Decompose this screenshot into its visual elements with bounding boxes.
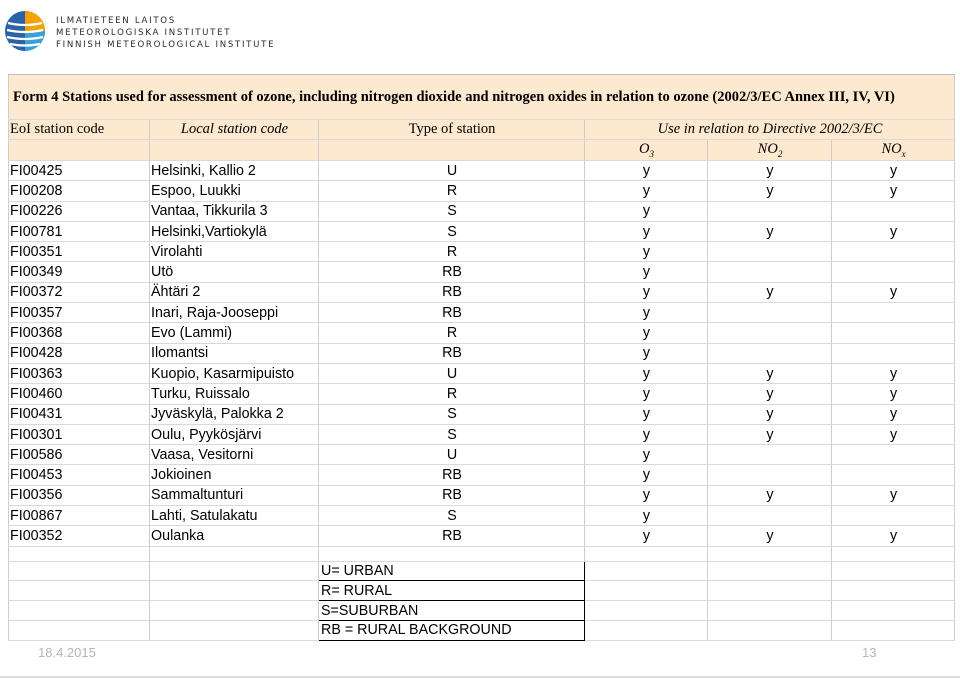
no2-used: y xyxy=(708,161,832,181)
header-o3: $O_3$ xyxy=(585,140,708,161)
station-type: S xyxy=(319,201,585,221)
nox-used: y xyxy=(832,221,955,241)
stations-table-container xyxy=(8,74,954,641)
station-name: Inari, Raja-Jooseppi xyxy=(150,303,319,323)
o3-used: y xyxy=(585,221,708,241)
o3-used: y xyxy=(585,201,708,221)
station-code: FI00226 xyxy=(9,201,150,221)
station-code: FI00867 xyxy=(9,506,150,526)
o3-used: y xyxy=(585,282,708,302)
o3-used: y xyxy=(585,363,708,383)
table-row xyxy=(9,323,955,343)
nox-used xyxy=(832,201,955,221)
station-name: Ilomantsi xyxy=(150,343,319,363)
station-name: Utö xyxy=(150,262,319,282)
station-code: FI00460 xyxy=(9,384,150,404)
station-name: Evo (Lammi) xyxy=(150,323,319,343)
legend-empty-cell xyxy=(832,601,955,621)
o3-used: y xyxy=(585,445,708,465)
station-type: S xyxy=(319,424,585,444)
nox-used: y xyxy=(832,404,955,424)
station-type: RB xyxy=(319,465,585,485)
legend-empty-cell xyxy=(708,561,832,581)
table-row xyxy=(9,282,955,302)
table-row xyxy=(9,384,955,404)
legend-item: RB = RURAL BACKGROUND xyxy=(319,621,585,641)
station-code: FI00352 xyxy=(9,526,150,546)
nox-used xyxy=(832,262,955,282)
nox-used xyxy=(832,303,955,323)
station-code: FI00208 xyxy=(9,181,150,201)
table-row xyxy=(9,424,955,444)
no2-used: y xyxy=(708,404,832,424)
header-eoi-station-code: EoI station code xyxy=(9,120,150,140)
legend-empty-cell xyxy=(585,621,708,641)
station-type: R xyxy=(319,181,585,201)
no2-used: y xyxy=(708,181,832,201)
station-code: FI00351 xyxy=(9,242,150,262)
station-code: FI00372 xyxy=(9,282,150,302)
header-type-of-station: Type of station xyxy=(319,120,585,140)
nox-used: y xyxy=(832,384,955,404)
legend-item: U= URBAN xyxy=(319,561,585,581)
o3-used: y xyxy=(585,181,708,201)
station-type: R xyxy=(319,242,585,262)
legend-empty-cell xyxy=(150,601,319,621)
table-row xyxy=(9,485,955,505)
legend-empty-cell xyxy=(832,581,955,601)
no2-used xyxy=(708,323,832,343)
table-row xyxy=(9,343,955,363)
o3-used: y xyxy=(585,161,708,181)
footer-page-number: 13 xyxy=(862,645,877,660)
no2-used xyxy=(708,303,832,323)
station-code: FI00586 xyxy=(9,445,150,465)
o3-used: y xyxy=(585,242,708,262)
no2-used xyxy=(708,262,832,282)
station-name: Oulu, Pyykösjärvi xyxy=(150,424,319,444)
station-code: FI00428 xyxy=(9,343,150,363)
station-code: FI00781 xyxy=(9,221,150,241)
header-no2: $NO_2$ xyxy=(708,140,832,161)
table-title: Form 4 Stations used for assessment of ozone, including nitrogen dioxide and nitrogen oxides in relation to ozone (2002/3/EC Annex III, IV, VI) xyxy=(9,75,955,120)
legend-empty-cell xyxy=(585,601,708,621)
no2-used: y xyxy=(708,424,832,444)
station-code: FI00453 xyxy=(9,465,150,485)
nox-used: y xyxy=(832,181,955,201)
legend-empty-cell xyxy=(9,601,150,621)
station-type: RB xyxy=(319,485,585,505)
legend-empty-cell xyxy=(150,561,319,581)
station-code: FI00349 xyxy=(9,262,150,282)
station-type: RB xyxy=(319,282,585,302)
station-name: Ähtäri 2 xyxy=(150,282,319,302)
station-type: S xyxy=(319,506,585,526)
table-row xyxy=(9,262,955,282)
nox-used xyxy=(832,242,955,262)
legend-empty-cell xyxy=(708,601,832,621)
station-name: Helsinki,Vartiokylä xyxy=(150,221,319,241)
legend-empty-cell xyxy=(708,581,832,601)
o3-used: y xyxy=(585,506,708,526)
legend-empty-cell xyxy=(150,621,319,641)
legend-empty-cell xyxy=(832,561,955,581)
nox-used xyxy=(832,506,955,526)
table-row xyxy=(9,303,955,323)
legend-row xyxy=(9,601,955,621)
station-name: Vaasa, Vesitorni xyxy=(150,445,319,465)
nox-used: y xyxy=(832,424,955,444)
nox-used xyxy=(832,323,955,343)
legend-empty-cell xyxy=(585,561,708,581)
table-row xyxy=(9,221,955,241)
station-type: U xyxy=(319,363,585,383)
station-type: RB xyxy=(319,343,585,363)
no2-used xyxy=(708,445,832,465)
station-code: FI00368 xyxy=(9,323,150,343)
nox-used: y xyxy=(832,485,955,505)
table-row xyxy=(9,181,955,201)
station-type: R xyxy=(319,384,585,404)
nox-used xyxy=(832,343,955,363)
station-type: S xyxy=(319,404,585,424)
station-name: Jyväskylä, Palokka 2 xyxy=(150,404,319,424)
o3-used: y xyxy=(585,526,708,546)
fmi-logo xyxy=(4,10,276,62)
legend-empty-cell xyxy=(9,561,150,581)
station-code: FI00431 xyxy=(9,404,150,424)
station-name: Helsinki, Kallio 2 xyxy=(150,161,319,181)
station-name: Espoo, Luukki xyxy=(150,181,319,201)
no2-used: y xyxy=(708,221,832,241)
table-subheader-row xyxy=(9,140,955,161)
table-row xyxy=(9,242,955,262)
station-name: Vantaa, Tikkurila 3 xyxy=(150,201,319,221)
subheader-empty-cell xyxy=(150,140,319,161)
logo-text-english: FINNISH METEOROLOGICAL INSTITUTE xyxy=(56,40,276,50)
subheader-empty-cell xyxy=(9,140,150,161)
logo-text-swedish: METEOROLOGISKA INSTITUTET xyxy=(56,28,232,38)
o3-used: y xyxy=(585,384,708,404)
station-type: U xyxy=(319,161,585,181)
station-type: RB xyxy=(319,262,585,282)
legend-row xyxy=(9,621,955,641)
station-name: Turku, Ruissalo xyxy=(150,384,319,404)
fmi-logo-mark-icon xyxy=(4,10,46,52)
no2-used xyxy=(708,201,832,221)
no2-used: y xyxy=(708,363,832,383)
o3-used: y xyxy=(585,424,708,444)
o3-used: y xyxy=(585,485,708,505)
header-local-station-code: Local station code xyxy=(150,120,319,140)
station-name: Sammaltunturi xyxy=(150,485,319,505)
station-code: FI00425 xyxy=(9,161,150,181)
no2-used: y xyxy=(708,526,832,546)
nox-used xyxy=(832,465,955,485)
station-name: Jokioinen xyxy=(150,465,319,485)
subheader-empty-cell xyxy=(319,140,585,161)
nox-used: y xyxy=(832,282,955,302)
stations-table xyxy=(8,74,955,641)
station-name: Kuopio, Kasarmipuisto xyxy=(150,363,319,383)
table-row xyxy=(9,445,955,465)
header-nox: $NO_x$ xyxy=(832,140,955,161)
station-type: R xyxy=(319,323,585,343)
nox-used: y xyxy=(832,363,955,383)
table-row xyxy=(9,465,955,485)
o3-used: y xyxy=(585,262,708,282)
table-row xyxy=(9,404,955,424)
o3-used: y xyxy=(585,465,708,485)
footer-date: 18.4.2015 xyxy=(38,645,96,660)
legend-empty-cell xyxy=(585,581,708,601)
o3-used: y xyxy=(585,323,708,343)
station-name: Oulanka xyxy=(150,526,319,546)
legend-empty-cell xyxy=(832,621,955,641)
table-row xyxy=(9,363,955,383)
no2-used xyxy=(708,343,832,363)
no2-used xyxy=(708,465,832,485)
o3-used: y xyxy=(585,404,708,424)
nox-used: y xyxy=(832,161,955,181)
table-spacer-row xyxy=(9,546,955,561)
no2-used xyxy=(708,242,832,262)
legend-row xyxy=(9,581,955,601)
station-type: U xyxy=(319,445,585,465)
station-type: RB xyxy=(319,303,585,323)
station-code: FI00357 xyxy=(9,303,150,323)
table-row xyxy=(9,161,955,181)
station-code: FI00356 xyxy=(9,485,150,505)
station-name: Virolahti xyxy=(150,242,319,262)
table-header-row xyxy=(9,120,955,140)
legend-empty-cell xyxy=(9,621,150,641)
logo-text-finnish: ILMATIETEEN LAITOS xyxy=(56,16,176,26)
legend-item: R= RURAL xyxy=(319,581,585,601)
legend-item: S=SUBURBAN xyxy=(319,601,585,621)
table-row xyxy=(9,526,955,546)
legend-row xyxy=(9,561,955,581)
o3-used: y xyxy=(585,303,708,323)
station-name: Lahti, Satulakatu xyxy=(150,506,319,526)
station-type: S xyxy=(319,221,585,241)
legend-empty-cell xyxy=(9,581,150,601)
nox-used xyxy=(832,445,955,465)
station-type: RB xyxy=(319,526,585,546)
table-row xyxy=(9,506,955,526)
table-row xyxy=(9,201,955,221)
station-code: FI00363 xyxy=(9,363,150,383)
o3-used: y xyxy=(585,343,708,363)
no2-used: y xyxy=(708,282,832,302)
no2-used: y xyxy=(708,485,832,505)
no2-used: y xyxy=(708,384,832,404)
no2-used xyxy=(708,506,832,526)
nox-used: y xyxy=(832,526,955,546)
station-code: FI00301 xyxy=(9,424,150,444)
legend-empty-cell xyxy=(150,581,319,601)
table-title-row xyxy=(9,75,955,120)
header-use-directive: Use in relation to Directive 2002/3/EC xyxy=(585,120,955,140)
bottom-divider xyxy=(0,676,960,678)
legend-empty-cell xyxy=(708,621,832,641)
